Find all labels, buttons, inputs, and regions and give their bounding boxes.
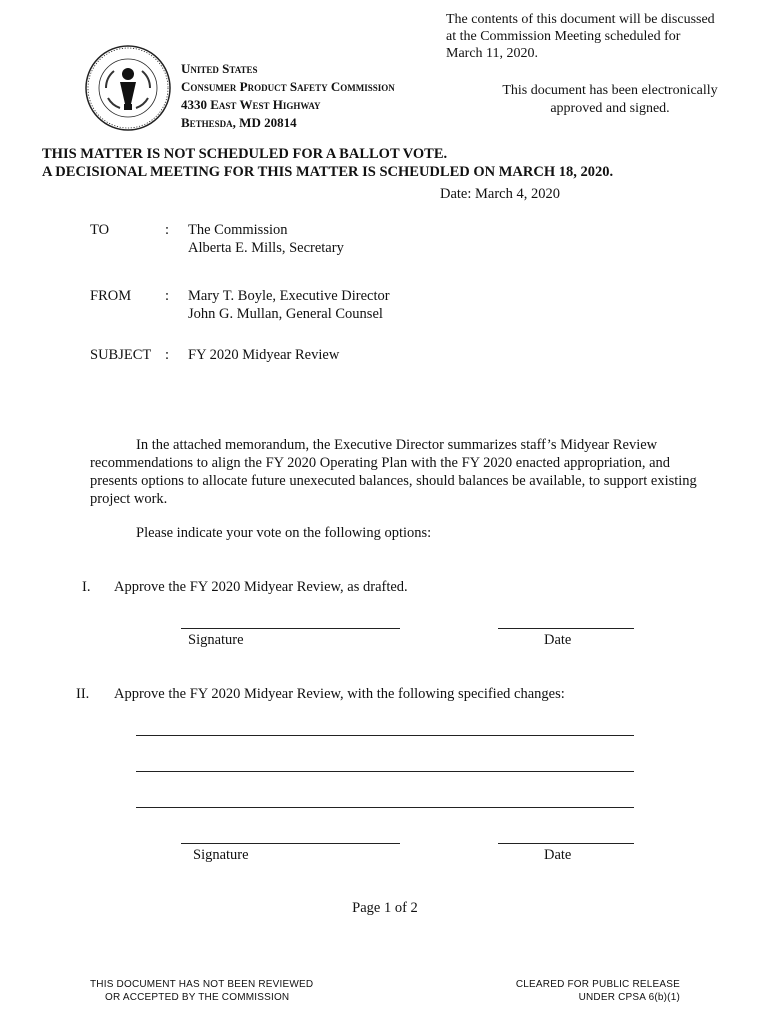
footer-release-notice [470,978,680,1004]
memo-to-label: TO [90,222,110,238]
banner-line: A DECISIONAL MEETING FOR THIS MATTER IS SCHEUDLED ON MARCH 18, 2020. [42,164,614,180]
footer-review-notice [90,978,313,1004]
date-line[interactable] [498,843,634,844]
option-number: II. [76,686,90,702]
option-text: Approve the FY 2020 Midyear Review, with the following specified changes: [114,686,565,702]
esign-notice: This document has been electronically approved and signed. [502,83,718,116]
meeting-notice-line: March 11, 2020. [446,46,539,61]
option-text: Approve the FY 2020 Midyear Review, as drafted. [114,579,408,595]
changes-line[interactable] [136,807,634,808]
cpsc-seal-icon [84,44,172,132]
memo-from-value [188,287,390,323]
agency-line: 4330 East West Highway [181,97,321,112]
signature-label: Signature [193,847,249,863]
body-paragraph: In the attached memorandum, the Executive Director summarizes staff’s Midyear Review recommendations to align the FY 2020 Operating Plan with the FY 2020 enacted appropriation, and presents options to allocate future unexecuted balances, should balances be available, to support existing project work. [90,437,697,507]
signature-line[interactable] [181,628,400,629]
memo-line: The Commission [188,222,288,238]
memo-colon: : [165,347,170,363]
page-number: Page 1 of 2 [352,900,418,916]
signature-line[interactable] [181,843,400,844]
meeting-notice-line: at the Commission Meeting scheduled for [446,29,681,44]
memo-colon: : [165,288,170,304]
agency-line: United States [181,61,258,76]
agency-address [181,60,395,132]
memo-line: FY 2020 Midyear Review [188,347,340,363]
footer-line: UNDER CPSA 6(b)(1) [578,992,680,1003]
footer-line: OR ACCEPTED BY THE COMMISSION [105,992,290,1003]
memo-subject-label: SUBJECT [90,347,152,363]
banner-line: THIS MATTER IS NOT SCHEDULED FOR A BALLOT VOTE. [42,146,448,162]
memo-line: Alberta E. Mills, Secretary [188,240,344,256]
date-line[interactable] [498,628,634,629]
memo-to-value [188,221,344,257]
memo-from-label: FROM [90,288,132,304]
memo-line: John G. Mullan, General Counsel [188,306,383,322]
vote-prompt: Please indicate your vote on the following options: [136,525,432,541]
agency-line: Bethesda, MD 20814 [181,115,297,130]
changes-line[interactable] [136,771,634,772]
footer-line: CLEARED FOR PUBLIC RELEASE [515,979,680,990]
changes-line[interactable] [136,735,634,736]
meeting-notice [446,11,746,62]
signature-label: Signature [188,632,244,648]
meeting-notice-line: The contents of this document will be discussed [446,12,715,27]
date-label: Date [544,632,572,648]
memo-line: Mary T. Boyle, Executive Director [188,288,390,304]
footer-line: THIS DOCUMENT HAS NOT BEEN REVIEWED [90,979,314,990]
option-number: I. [82,579,91,595]
document-date: Date: March 4, 2020 [440,186,560,202]
memo-subject-value [188,346,339,364]
date-label: Date [544,847,572,863]
agency-line: Consumer Product Safety Commission [181,79,395,94]
memo-colon: : [165,222,170,238]
ballot-banner [42,145,613,181]
